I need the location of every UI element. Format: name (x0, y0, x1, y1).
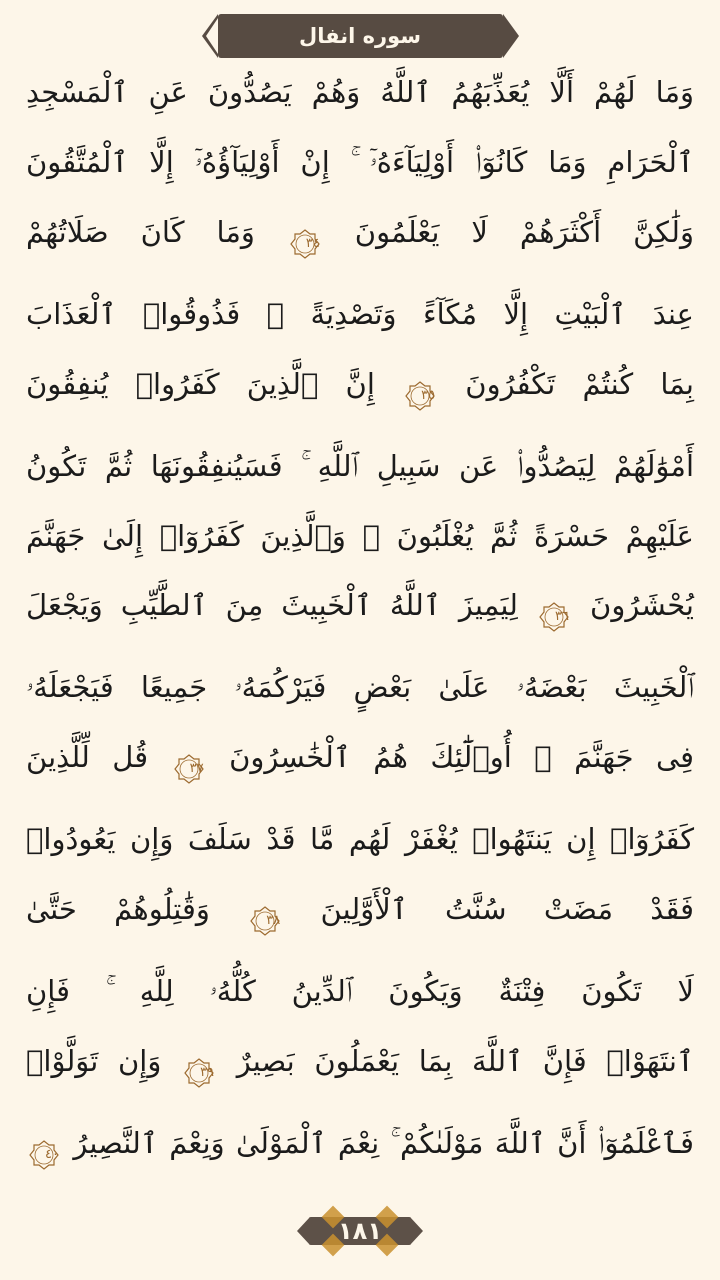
quran-line-text: لَا تَكُونَ فِتْنَةٌ وَيَكُونَ ٱلدِّينُ كُلُّهُۥ لِلَّهِ ۚ فَإِنِ (26, 974, 694, 1009)
quran-line-text: وَمَا لَهُمْ أَلَّا يُعَذِّبَهُمُ ٱللَّهُ وَهُمْ يَصُدُّونَ عَنِ ٱلْمَسْجِدِ (26, 75, 694, 109)
quran-line (22, 144, 698, 179)
aya-number-text: ٣٩ (200, 1064, 215, 1080)
quran-line-text: ٱلْخَبِيثَ بَعْضَهُۥ عَلَىٰ بَعْضٍ فَيَرْكُمَهُۥ جَمِيعًا فَيَجْعَلَهُۥ (26, 670, 694, 705)
aya-number-text: ٣٥ (421, 387, 436, 403)
quran-line-text: عِندَ ٱلْبَيْتِ إِلَّا مُكَآءً وَتَصْدِيَةً ۚ فَذُوقُوا۟ ٱلْعَذَابَ (26, 296, 694, 331)
aya-number-text: ٣٨ (266, 913, 281, 929)
quran-line (22, 214, 698, 259)
quran-line-continuation: قُل لِّلَّذِينَ (26, 740, 149, 775)
quran-line-text: ٱنتَهَوْا۟ فَإِنَّ ٱللَّهَ بِمَا يَعْمَلُونَ بَصِيرٌ (236, 1043, 694, 1078)
quran-line-text: أَمْوَٰلَهُمْ لِيَصُدُّوا۟ عَن سَبِيلِ ٱللَّهِ ۚ فَسَيُنفِقُونَهَا ثُمَّ تَكُونُ (26, 448, 694, 483)
page-number-label: ١٨١ (338, 1217, 382, 1245)
aya-number-marker[interactable] (539, 602, 569, 632)
page-number-right-tip (410, 1217, 423, 1245)
aya-number-text: ٣٦ (555, 609, 569, 625)
quran-line (22, 670, 698, 705)
quran-line-continuation: وَقَٰتِلُوهُمْ حَتَّىٰ (26, 892, 210, 927)
quran-line-continuation: إِنَّ ٱلَّذِينَ كَفَرُوا۟ يُنفِقُونَ (26, 366, 375, 401)
quran-line-text: عَلَيْهِمْ حَسْرَةً ثُمَّ يُغْلَبُونَ ۗ وَٱلَّذِينَ كَفَرُوٓا۟ إِلَىٰ جَهَنَّمَ (26, 518, 694, 553)
quran-line (22, 892, 698, 936)
quran-line (22, 740, 698, 784)
page-number-frame[interactable] (301, 1208, 419, 1254)
aya-number-marker[interactable] (290, 229, 320, 259)
quran-line-text: فِى جَهَنَّمَ ۚ أُو۟لَٰٓئِكَ هُمُ ٱلْخَٰسِرُونَ (229, 740, 695, 775)
quran-line (22, 296, 698, 331)
quran-line (22, 974, 698, 1009)
surah-name-banner[interactable] (218, 14, 503, 58)
aya-number-text: ٤٠ (45, 1146, 59, 1162)
quran-line-continuation: وَإِن تَوَلَّوْا۟ (26, 1043, 162, 1078)
aya-number-marker[interactable] (405, 381, 435, 411)
aya-number-text: ٣٤ (305, 235, 320, 251)
quran-line-text: فَقَدْ مَضَتْ سُنَّتُ ٱلْأَوَّلِينَ (320, 892, 695, 927)
aya-number-marker[interactable] (250, 906, 280, 936)
aya-number-marker[interactable] (174, 754, 204, 784)
quran-line-text: كَفَرُوٓا۟ إِن يَنتَهُوا۟ يُغْفَرْ لَهُم مَّا قَدْ سَلَفَ وَإِن يَعُودُوا۟ (26, 822, 694, 857)
quran-line (22, 75, 698, 109)
page-number-left-tip (297, 1217, 310, 1245)
quran-text-body (22, 75, 698, 1170)
quran-line (22, 822, 698, 857)
quran-line-text: وَلَٰكِنَّ أَكْثَرَهُمْ لَا يَعْلَمُونَ (354, 214, 695, 249)
quran-line-text: بِمَا كُنتُمْ تَكْفُرُونَ (465, 366, 694, 401)
aya-number-text: ٣٧ (189, 761, 204, 777)
quran-line (22, 518, 698, 553)
surah-name-label: سوره انفال (299, 24, 421, 48)
page-footer (0, 1208, 720, 1254)
quran-line-text: يُحْشَرُونَ (590, 588, 694, 623)
quran-line (22, 1043, 698, 1088)
quran-line (22, 448, 698, 483)
aya-number-marker[interactable] (29, 1140, 59, 1170)
quran-line (22, 588, 698, 632)
quran-line-text: ٱلْحَرَامِ وَمَا كَانُوٓا۟ أَوْلِيَآءَهُۥٓ ۚ إِنْ أَوْلِيَآؤُهُۥٓ إِلَّا ٱلْمُتَّقُونَ (26, 144, 694, 179)
banner-right-notch (503, 18, 515, 54)
quran-line (22, 1125, 698, 1170)
aya-number-marker[interactable] (184, 1058, 214, 1088)
quran-line-text: فَٱعْلَمُوٓا۟ أَنَّ ٱللَّهَ مَوْلَىٰكُمْ ۚ نِعْمَ ٱلْمَوْلَىٰ وَنِعْمَ ٱلنَّصِيرُ (73, 1125, 695, 1160)
banner-left-notch (206, 18, 218, 54)
quran-line-continuation: وَمَا كَانَ صَلَاتُهُمْ (26, 214, 255, 249)
quran-line-continuation: لِيَمِيزَ ٱللَّهُ ٱلْخَبِيثَ مِنَ ٱلطَّيِّبِ وَيَجْعَلَ (26, 588, 518, 623)
surah-header (0, 14, 720, 58)
quran-line (22, 366, 698, 411)
